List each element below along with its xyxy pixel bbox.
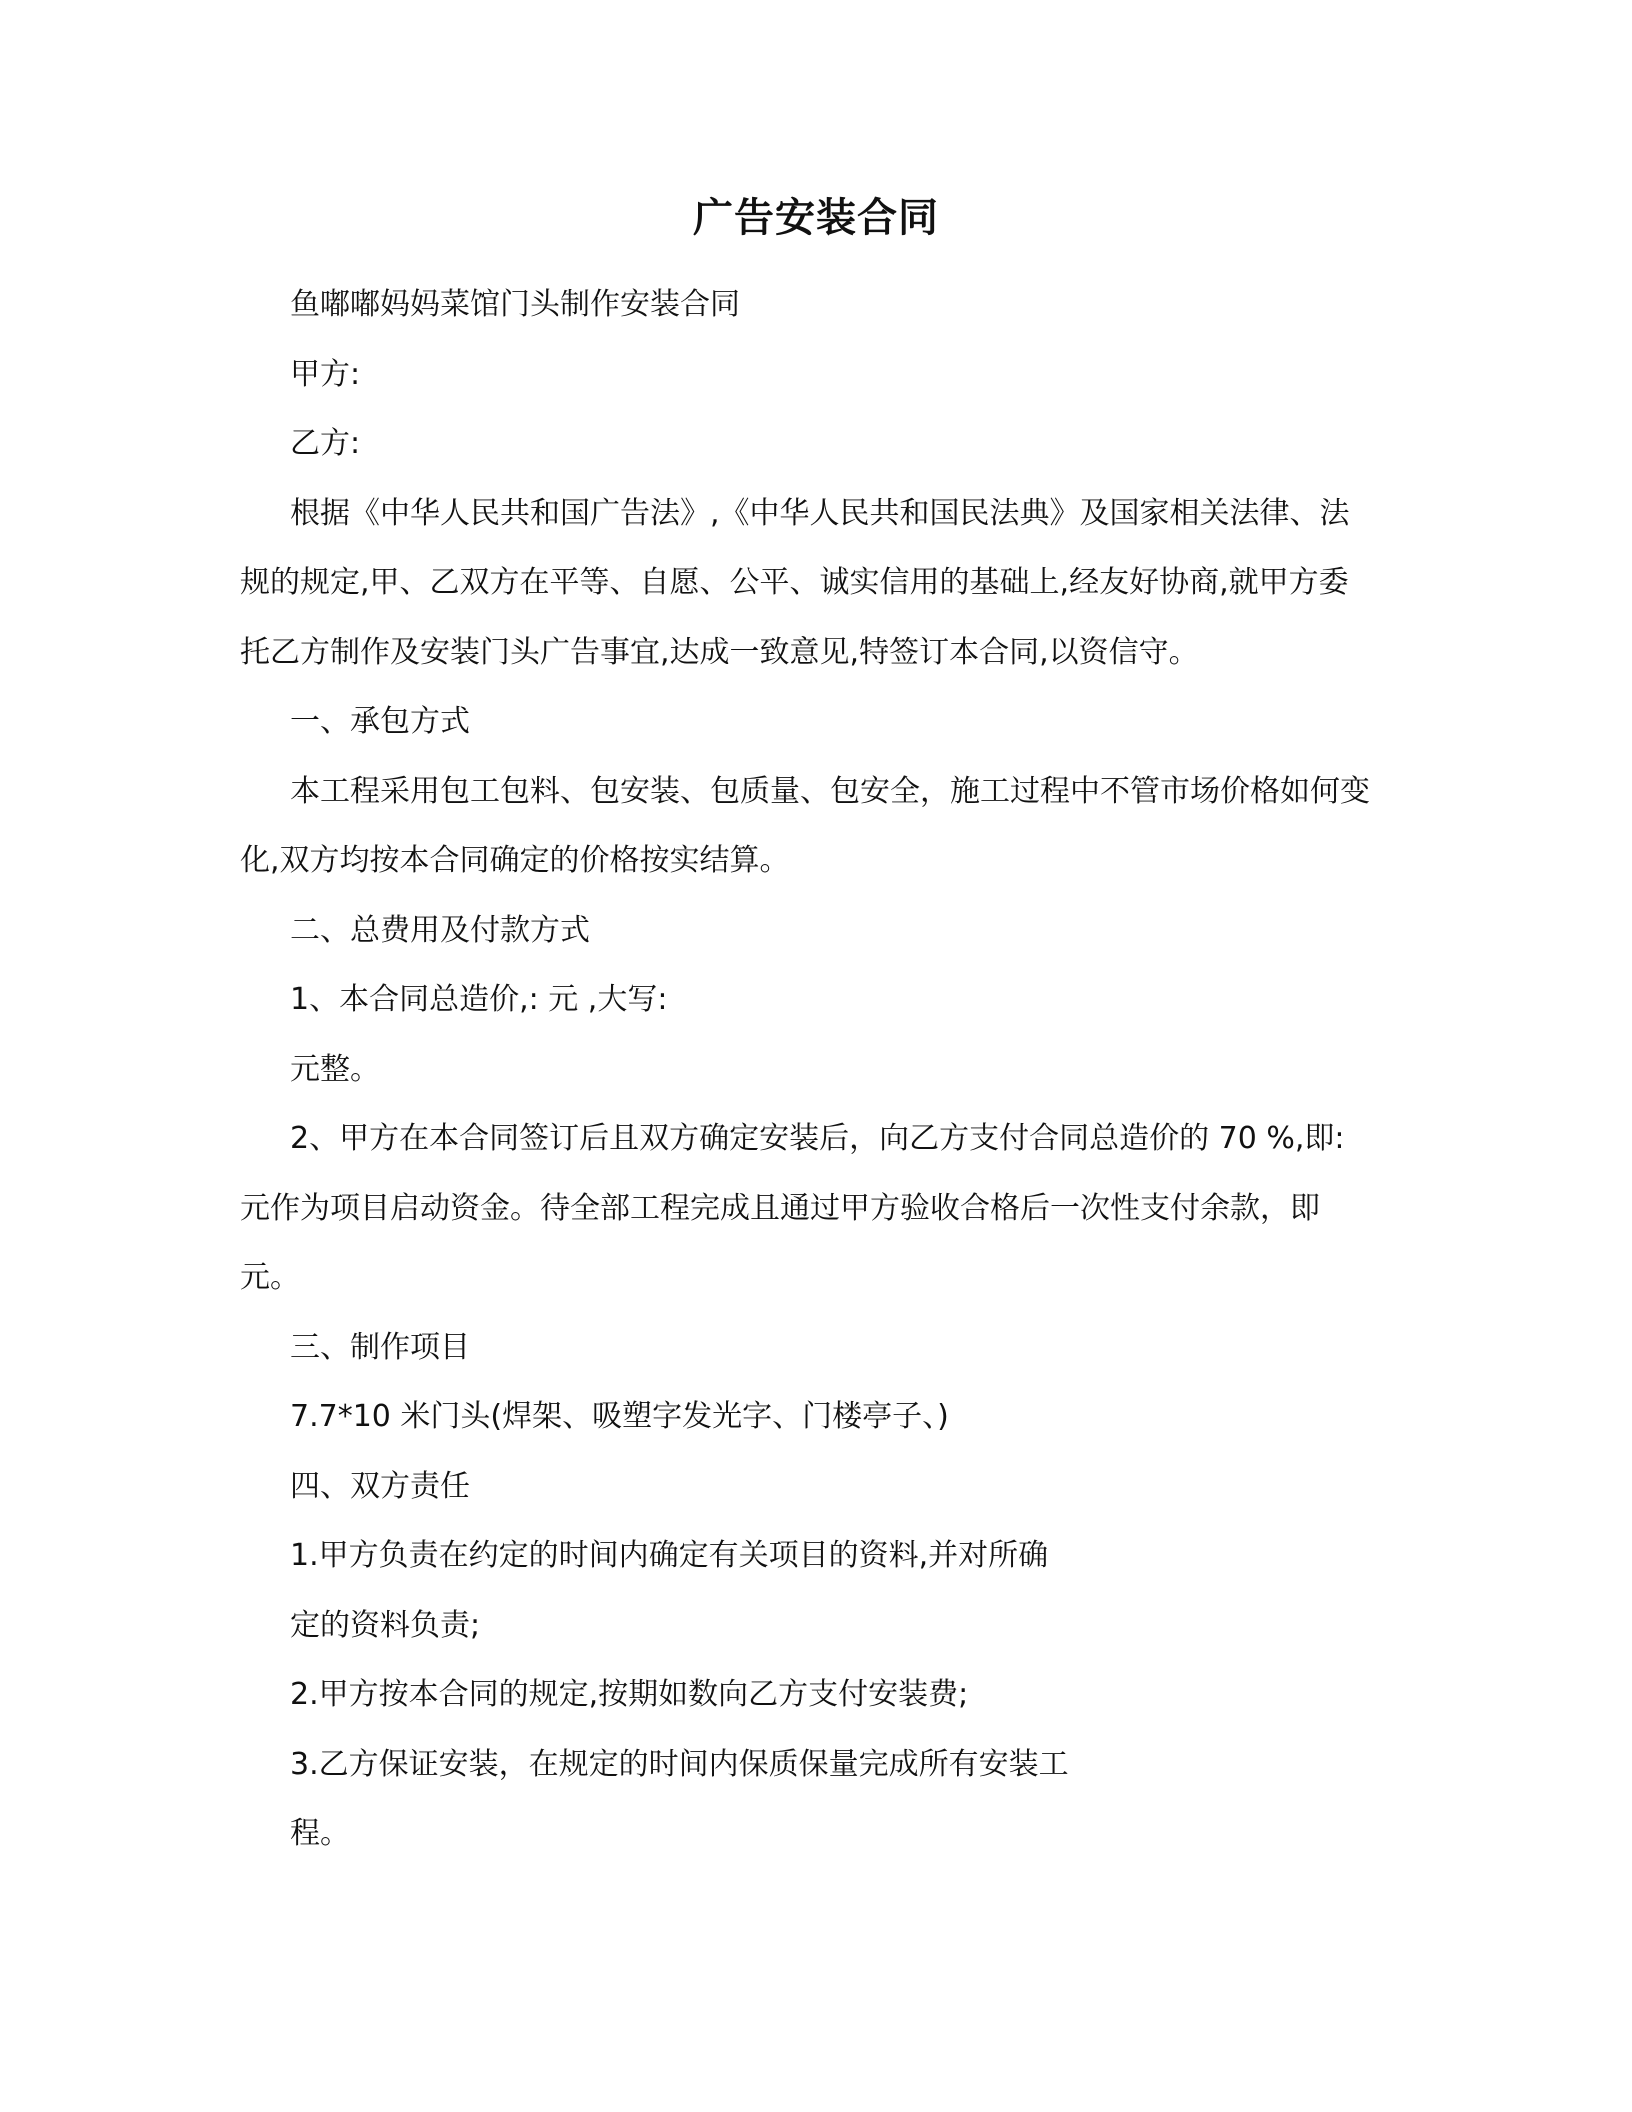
production-item-line: 7.7*10 米门头(焊架、吸塑字发光字、门楼亭子、)	[290, 1399, 949, 1434]
section-heading-1: 一、承包方式	[290, 704, 470, 739]
contracting-method-paragraph: 本工程采用包工包料、包安装、包质量、包安全，施工过程中不管市场价格如何变化,双方均按本合同确定的价格按实结算。	[240, 773, 1370, 878]
section-heading-2: 二、总费用及付款方式	[290, 912, 590, 948]
responsibility-1-line-b: 定的资料负责;	[290, 1607, 481, 1643]
total-price-line: 1、本合同总造价,: 元 ,大写:	[290, 982, 668, 1017]
responsibility-2-line: 2.甲方按本合同的规定,按期如数向乙方支付安装费;	[290, 1677, 969, 1712]
responsibility-3-line-b: 程。	[290, 1816, 350, 1851]
payment-terms-paragraph: 2、甲方在本合同签订后且双方确定安装后，向乙方支付合同总造价的 70 %,即: 元作为项目启动资金。待全部工程完成且通过甲方验收合格后一次性支付余款，即 元。	[240, 1121, 1345, 1295]
party-b-line: 乙方:	[290, 426, 361, 461]
total-price-uppercase-line: 元整。	[290, 1051, 380, 1087]
section-heading-3: 三、制作项目	[290, 1329, 470, 1365]
responsibility-3-line-a: 3.乙方保证安装，在规定的时间内保质保量完成所有安装工	[290, 1746, 1069, 1782]
contract-subtitle: 鱼嘟嘟妈妈菜馆门头制作安装合同	[290, 287, 740, 322]
responsibility-1-line-a: 1.甲方负责在约定的时间内确定有关项目的资料,并对所确	[290, 1538, 1049, 1573]
document-title: 广告安装合同	[693, 195, 939, 241]
section-heading-4: 四、双方责任	[290, 1468, 470, 1504]
party-a-line: 甲方:	[290, 356, 361, 392]
preamble-paragraph: 根据《中华人民共和国广告法》,《中华人民共和国民法典》及国家相关法律、法规的规定,甲、乙双方在平等、自愿、公平、诚实信用的基础上,经友好协商,就甲方委托乙方制作及安装门头广告事宜,达成一致意见,特签订本合同,以资信守。	[240, 495, 1350, 670]
document-body	[240, 270, 1370, 1869]
